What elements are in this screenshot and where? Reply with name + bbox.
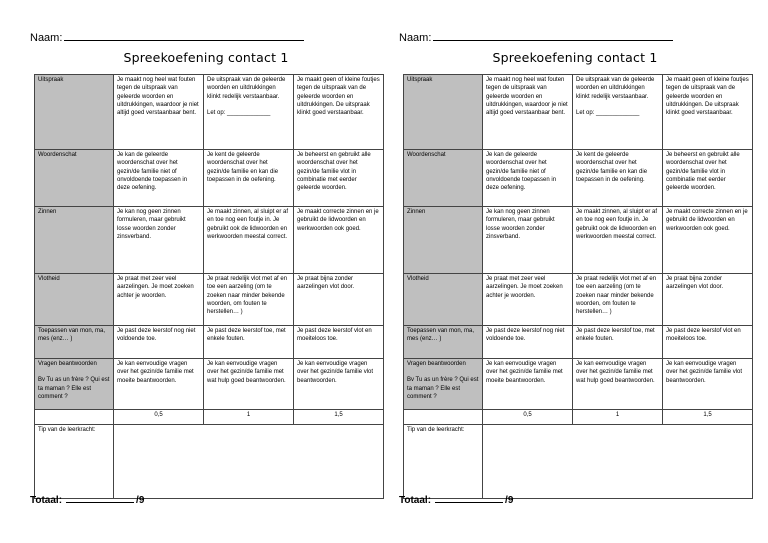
rubric-cell: Je maakt nog heel wat fouten tegen de uitspraak van geleerde woorden en uitdrukkingen, waardoor je niet altijd goed verstaanbaar bent.: [114, 75, 204, 150]
rubric-cell: Je maakt zinnen, al sluipt er af en toe nog een foutje in. Je gebruikt ook de lidwoorden en werkwoorden meestal correct.: [573, 207, 663, 274]
rubric-cell: Je maakt correcte zinnen en je gebruikt de lidwoorden en werkwoorden ook goed.: [294, 207, 384, 274]
score-cell: 1,5: [294, 410, 384, 425]
cell-note: Let op: _____________: [207, 109, 271, 116]
rubric-cell: Je past deze leerstof vlot en moeiteloos toe.: [294, 326, 384, 359]
rubric-cell: Je past deze leerstof nog niet voldoende toe.: [483, 326, 573, 359]
score-cell: 1,5: [663, 410, 753, 425]
row-label-example: Bv Tu as un frère ? Qui est ta maman ? Elle est comment ?: [38, 377, 110, 400]
score-cell: 0,5: [114, 410, 204, 425]
rubric-cell: Je past deze leerstof toe, met enkele fouten.: [204, 326, 294, 359]
rubric-cell: Je maakt nog heel wat fouten tegen de uitspraak van geleerde woorden en uitdrukkingen, waardoor je niet altijd goed verstaanbaar bent.: [483, 75, 573, 150]
tip-row: [404, 425, 753, 499]
total-max: /9: [505, 495, 514, 506]
rubric-cell: [204, 75, 294, 150]
rubric-cell: [573, 75, 663, 150]
rubric-cell: Je maakt geen of kleine foutjes tegen de uitspraak van de geleerde woorden en uitdrukkingen. De uitspraak klinkt goed verstaanbaar.: [294, 75, 384, 150]
rubric-cell: Je kan eenvoudige vragen over het gezin/de familie met wat hulp goed beantwoorden.: [204, 359, 294, 410]
rubric-cell: Je kent de geleerde woordenschat over het gezin/de familie en kan die toepassen in de oefening.: [573, 150, 663, 207]
tip-row: [35, 425, 384, 499]
rubric-table: [34, 74, 384, 499]
rubric-cell: Je praat met zeer veel aarzelingen. Je moet zoeken achter je woorden.: [483, 274, 573, 326]
rubric-cell: Je kan eenvoudige vragen over het gezin/de familie met wat hulp goed beantwoorden.: [573, 359, 663, 410]
table-row: [404, 150, 753, 207]
row-label: Woordenschat: [35, 150, 114, 207]
rubric-cell: Je kan eenvoudige vragen over het gezin/de familie vlot beantwoorden.: [663, 359, 753, 410]
worksheet-right: [399, 0, 751, 543]
rubric-cell: Je past deze leerstof nog niet voldoende toe.: [114, 326, 204, 359]
rubric-cell: Je kan eenvoudige vragen over het gezin/de familie vlot beantwoorden.: [294, 359, 384, 410]
worksheet-left: [30, 0, 382, 543]
tip-label: Tip van de leerkracht:: [35, 425, 114, 499]
table-row: [404, 75, 753, 150]
total-label: Totaal:: [30, 495, 63, 506]
rubric-cell: Je praat redelijk vlot met af en toe een aarzeling (om te zoeken naar minder bekende woorden, om fouten te herstellen… ): [573, 274, 663, 326]
score-row: [35, 410, 384, 425]
name-label: Naam:: [30, 32, 63, 44]
rubric-cell: Je kan de geleerde woordenschat over het gezin/de familie niet of onvoldoende toepassen in deze oefening.: [483, 150, 573, 207]
empty-cell: [404, 410, 483, 425]
score-cell: 0,5: [483, 410, 573, 425]
rubric-cell: Je kan eenvoudige vragen over het gezin/de familie met moeite beantwoorden.: [114, 359, 204, 410]
cell-text: De uitspraak van de geleerde woorden en uitdrukkingen klinkt redelijk verstaanbaar.: [207, 77, 286, 100]
rubric-cell: Je maakt geen of kleine foutjes tegen de uitspraak van de geleerde woorden en uitdrukkingen. De uitspraak klinkt goed verstaanbaar.: [663, 75, 753, 150]
row-label-text: Vragen beantwoorden: [407, 361, 466, 367]
row-label: Uitspraak: [404, 75, 483, 150]
row-label: Uitspraak: [35, 75, 114, 150]
score-cell: 1: [204, 410, 294, 425]
row-label: Toepassen van mon, ma, mes (enz… ): [35, 326, 114, 359]
empty-cell: [35, 410, 114, 425]
cell-note: Let op: _____________: [576, 109, 640, 116]
score-cell: 1: [573, 410, 663, 425]
cell-text: De uitspraak van de geleerde woorden en uitdrukkingen klinkt redelijk verstaanbaar.: [576, 77, 655, 100]
table-row: [404, 326, 753, 359]
rubric-table: [403, 74, 753, 499]
table-row: [404, 207, 753, 274]
rubric-cell: Je past deze leerstof vlot en moeiteloos toe.: [663, 326, 753, 359]
rubric-cell: Je beheerst en gebruikt alle woordenschat over het gezin/de familie vlot in combinatie met eerder geleerde woorden.: [663, 150, 753, 207]
tip-label: Tip van de leerkracht:: [404, 425, 483, 499]
rubric-cell: Je kan de geleerde woordenschat over het gezin/de familie niet of onvoldoende toepassen in deze oefening.: [114, 150, 204, 207]
row-label: Toepassen van mon, ma, mes (enz… ): [404, 326, 483, 359]
table-row: [35, 207, 384, 274]
row-label: Zinnen: [404, 207, 483, 274]
tip-field: [114, 425, 384, 499]
row-label: Vlotheid: [404, 274, 483, 326]
name-label: Naam:: [399, 32, 432, 44]
rubric-cell: Je kent de geleerde woordenschat over het gezin/de familie en kan die toepassen in de oefening.: [204, 150, 294, 207]
rubric-cell: Je past deze leerstof toe, met enkele fouten.: [573, 326, 663, 359]
total-max: /9: [136, 495, 145, 506]
table-row: [35, 75, 384, 150]
rubric-cell: Je kan eenvoudige vragen over het gezin/de familie met moeite beantwoorden.: [483, 359, 573, 410]
row-label: [35, 359, 114, 410]
rubric-cell: Je beheerst en gebruikt alle woordenschat over het gezin/de familie vlot in combinatie met eerder geleerde woorden.: [294, 150, 384, 207]
row-label-text: Vragen beantwoorden: [38, 361, 97, 367]
row-label: [404, 359, 483, 410]
total-field: [30, 493, 144, 506]
table-row: [35, 326, 384, 359]
rubric-cell: Je praat bijna zonder aarzelingen vlot door.: [294, 274, 384, 326]
rubric-cell: Je maakt correcte zinnen en je gebruikt de lidwoorden en werkwoorden ook goed.: [663, 207, 753, 274]
row-label-example: Bv Tu as un frère ? Qui est ta maman ? Elle est comment ?: [407, 377, 479, 400]
table-row: [35, 274, 384, 326]
table-row: [404, 274, 753, 326]
total-field: [399, 493, 513, 506]
rubric-cell: Je praat met zeer veel aarzelingen. Je moet zoeken achter je woorden.: [114, 274, 204, 326]
table-row: [404, 359, 753, 410]
name-blank-line: [64, 30, 304, 41]
worksheet-title: Spreekoefening contact 1: [492, 50, 658, 65]
total-blank-line: [435, 493, 503, 503]
row-label: Woordenschat: [404, 150, 483, 207]
rubric-cell: Je praat redelijk vlot met af en toe een aarzeling (om te zoeken naar minder bekende woorden, om fouten te herstellen… ): [204, 274, 294, 326]
row-label: Vlotheid: [35, 274, 114, 326]
score-row: [404, 410, 753, 425]
row-label: Zinnen: [35, 207, 114, 274]
total-blank-line: [66, 493, 134, 503]
tip-field: [483, 425, 753, 499]
table-row: [35, 150, 384, 207]
name-field: [399, 30, 673, 44]
total-label: Totaal:: [399, 495, 432, 506]
name-blank-line: [433, 30, 673, 41]
rubric-cell: Je maakt zinnen, al sluipt er af en toe nog een foutje in. Je gebruikt ook de lidwoorden en werkwoorden meestal correct.: [204, 207, 294, 274]
name-field: [30, 30, 304, 44]
rubric-cell: Je kan nog geen zinnen formuleren, maar gebruikt losse woorden zonder zinsverband.: [483, 207, 573, 274]
table-row: [35, 359, 384, 410]
worksheet-title: Spreekoefening contact 1: [123, 50, 289, 65]
rubric-cell: Je kan nog geen zinnen formuleren, maar gebruikt losse woorden zonder zinsverband.: [114, 207, 204, 274]
rubric-cell: Je praat bijna zonder aarzelingen vlot door.: [663, 274, 753, 326]
